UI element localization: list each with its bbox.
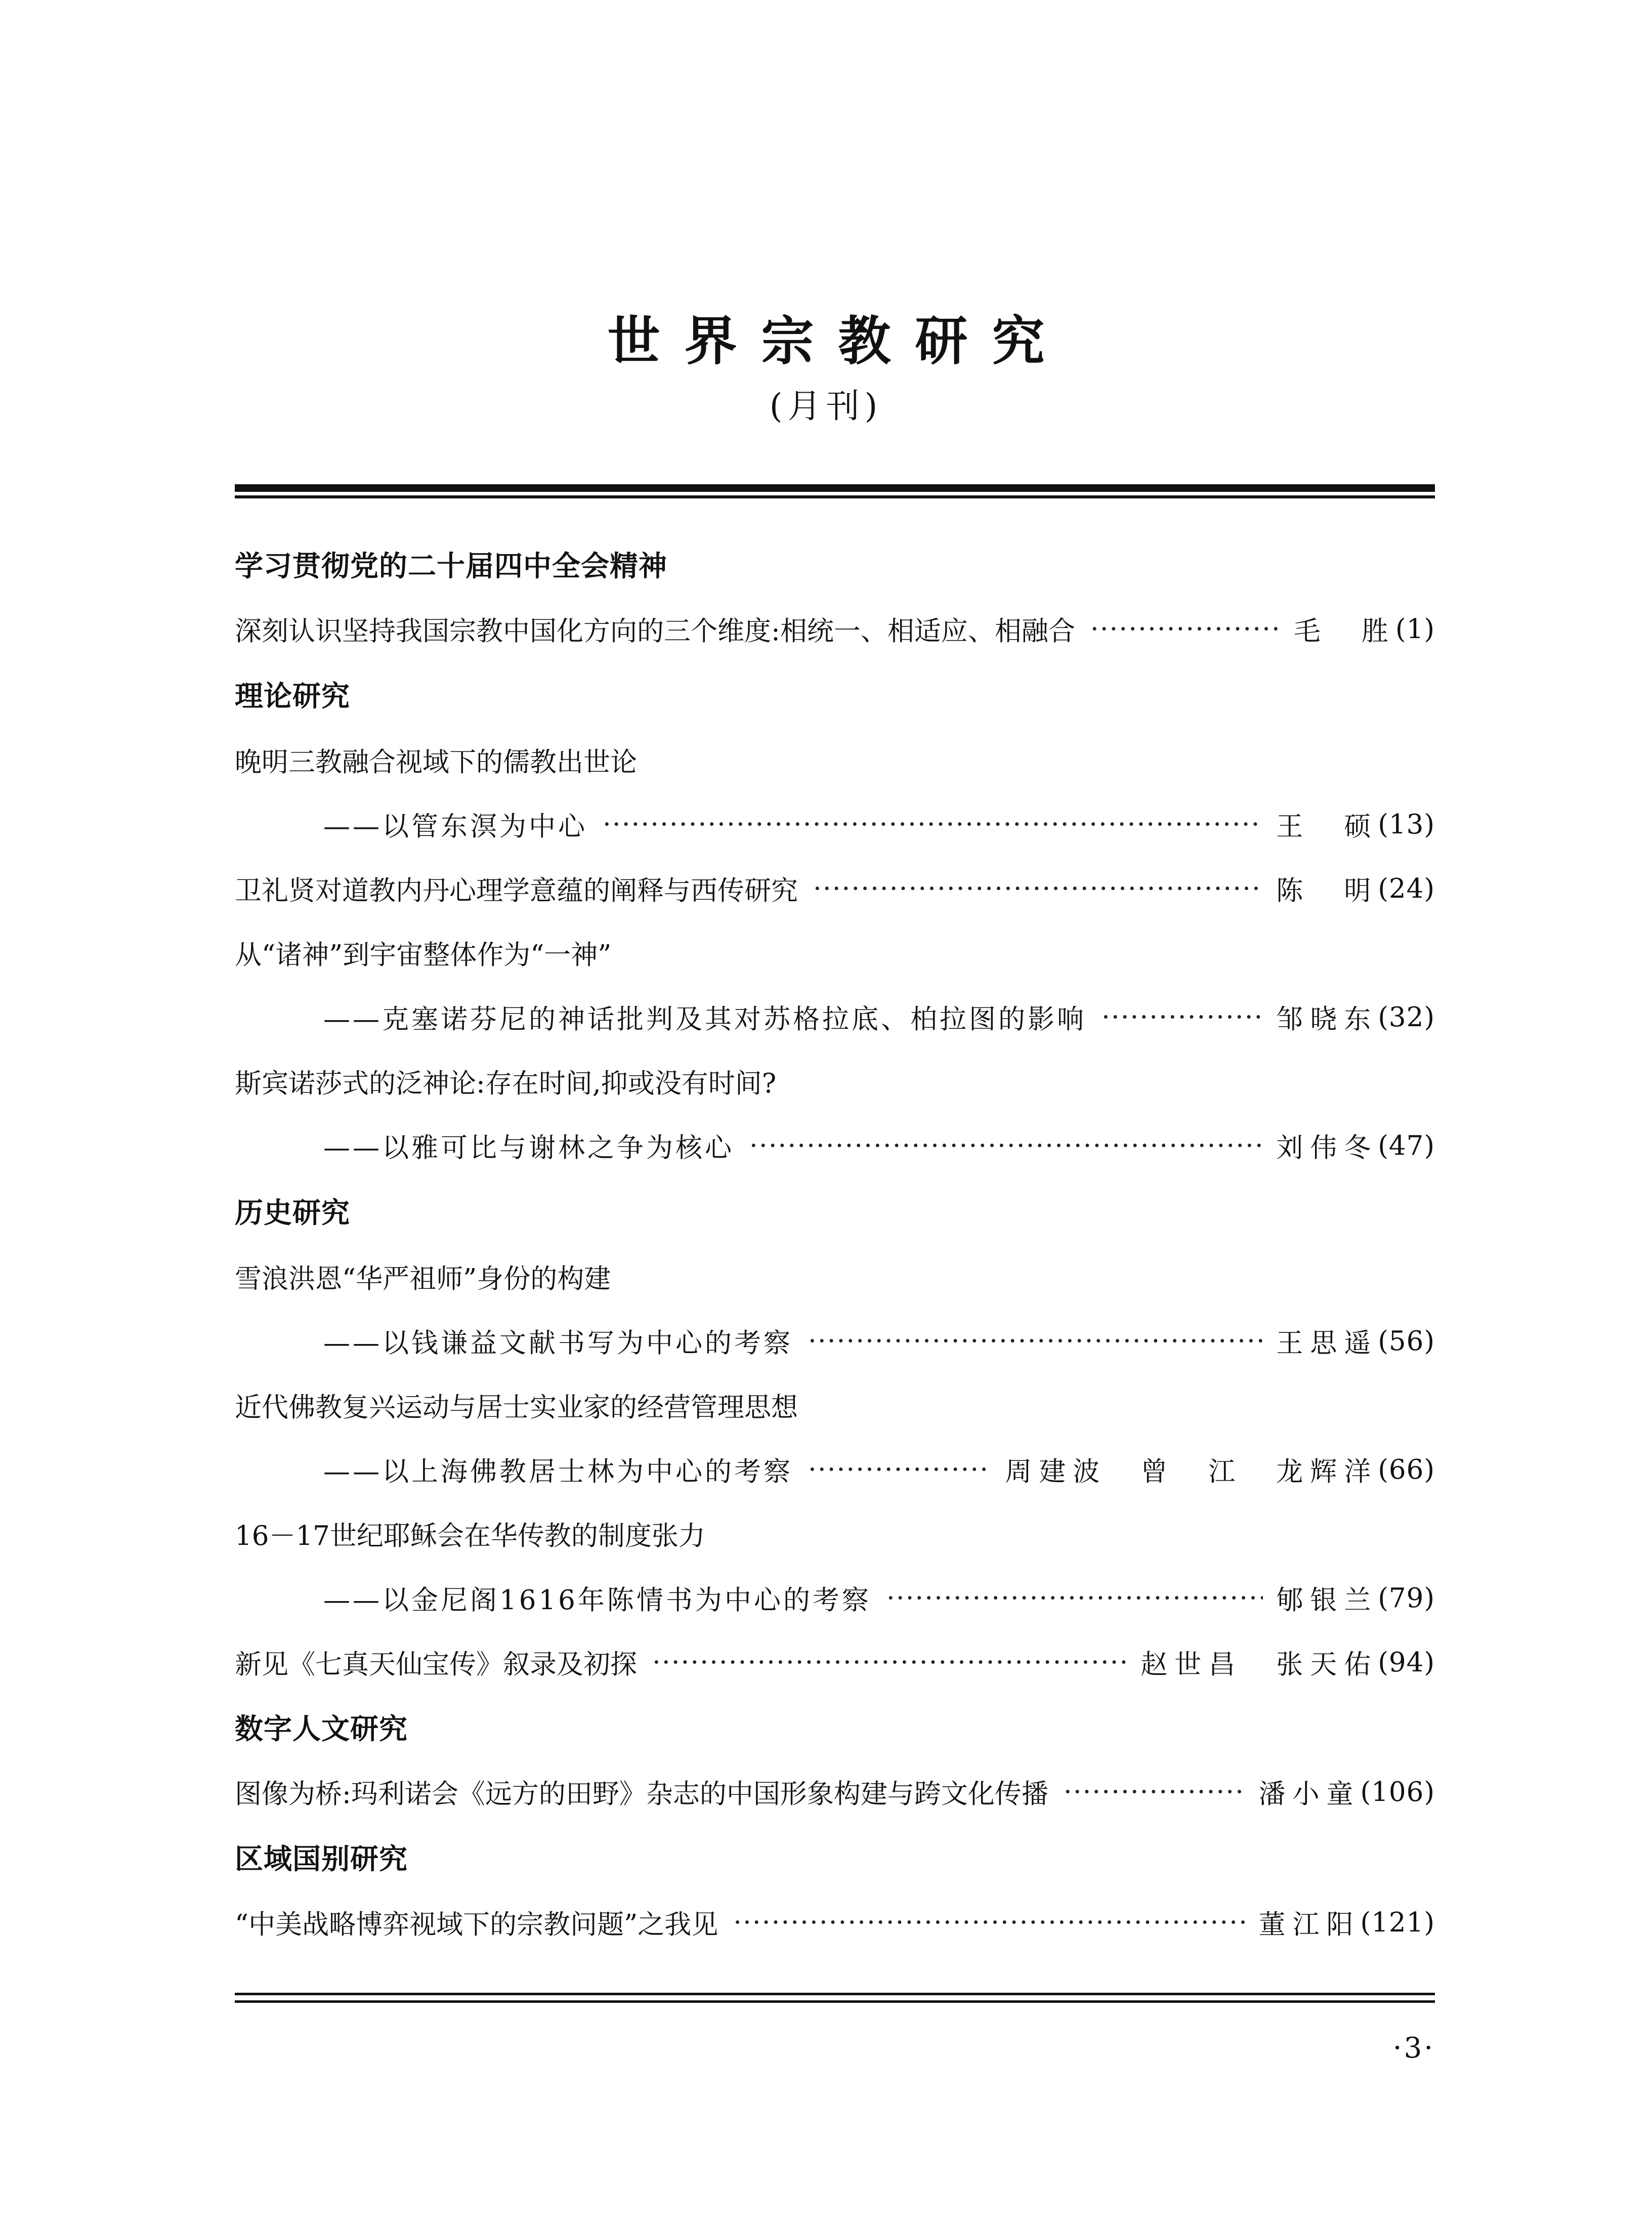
entry-title: 深刻认识坚持我国宗教中国化方向的三个维度:相统一、相适应、相融合 — [235, 616, 1075, 647]
entry-title: 16－17世纪耶稣会在华传教的制度张力 — [235, 1521, 705, 1551]
dot-leader — [808, 1454, 992, 1485]
toc-entry-subtitle-line[interactable] — [235, 994, 1435, 1040]
entry-page: (32) — [1378, 1001, 1435, 1033]
entry-subtitle: ——以钱谦益文献书写为中心的考察 — [323, 1328, 793, 1359]
dot-leader — [603, 809, 1263, 840]
entry-page: (66) — [1378, 1454, 1435, 1485]
entry-title: 新见《七真天仙宝传》叙录及初探 — [235, 1649, 637, 1680]
entry-author: 潘小童 — [1258, 1779, 1361, 1810]
entry-title: 图像为桥:玛利诺会《远方的田野》杂志的中国形象构建与跨文化传播 — [235, 1779, 1048, 1810]
toc-entry[interactable] — [235, 1769, 1435, 1815]
page-number: ·3· — [1392, 2032, 1435, 2065]
toc-entry-subtitle-line[interactable] — [235, 1318, 1435, 1364]
entry-page: (24) — [1378, 873, 1435, 904]
entry-author: 赵世昌 张天佑 — [1140, 1649, 1378, 1680]
entry-page: (47) — [1378, 1130, 1435, 1161]
entry-title: 近代佛教复兴运动与居士实业家的经营管理思想 — [235, 1392, 798, 1423]
entry-author: 刘伟冬 — [1276, 1132, 1378, 1163]
entry-page: (79) — [1378, 1582, 1435, 1614]
toc-entry[interactable] — [235, 1382, 1435, 1428]
dot-leader — [886, 1583, 1263, 1614]
entry-author: 王 硕 — [1276, 811, 1378, 842]
toc-entry[interactable] — [235, 866, 1435, 911]
entry-title: 卫礼贤对道教内丹心理学意蕴的阐释与西传研究 — [235, 875, 798, 906]
toc-entry[interactable] — [235, 1640, 1435, 1685]
toc-entry-subtitle-line[interactable] — [235, 1123, 1435, 1168]
entry-subtitle: ——以上海佛教居士林为中心的考察 — [323, 1456, 793, 1487]
entry-author: 周建波 曾 江 龙辉洋 — [1005, 1456, 1378, 1487]
section-heading: 历史研究 — [235, 1197, 350, 1230]
toc-entry[interactable] — [235, 1900, 1435, 1945]
toc-entry[interactable] — [235, 930, 1435, 976]
entry-title: “中美战略博弈视域下的宗教问题”之我见 — [235, 1909, 718, 1940]
dot-leader — [1090, 614, 1281, 645]
entry-author: 邹晓东 — [1276, 1004, 1378, 1035]
dot-leader — [1064, 1777, 1246, 1808]
entry-subtitle: ——以金尼阁1616年陈情书为中心的考察 — [323, 1585, 871, 1616]
entry-author: 王思遥 — [1276, 1328, 1378, 1359]
dot-leader — [813, 873, 1263, 904]
dot-leader — [749, 1130, 1263, 1161]
toc-entry[interactable] — [235, 1511, 1435, 1557]
entry-title: 斯宾诺莎式的泛神论:存在时间,抑或没有时间? — [235, 1068, 777, 1099]
dot-leader — [733, 1907, 1245, 1938]
toc-entry[interactable] — [235, 737, 1435, 783]
top-double-rule — [235, 484, 1435, 498]
toc-entry[interactable] — [235, 606, 1435, 652]
entry-page: (56) — [1378, 1325, 1435, 1357]
entry-author: 陈 明 — [1276, 875, 1378, 906]
toc-entry-subtitle-line[interactable] — [235, 1447, 1435, 1492]
entry-title: 从“诸神”到宇宙整体作为“一神” — [235, 940, 612, 971]
journal-title: 世界宗教研究 — [607, 310, 1069, 372]
toc-entry[interactable] — [235, 1059, 1435, 1104]
entry-subtitle: ——以管东溟为中心 — [323, 811, 587, 842]
entry-page: (121) — [1360, 1907, 1435, 1938]
dot-leader — [808, 1326, 1263, 1357]
entry-author: 董江阳 — [1258, 1909, 1361, 1940]
bottom-double-rule — [235, 1993, 1435, 2003]
toc-entry-subtitle-line[interactable] — [235, 1575, 1435, 1621]
section-heading: 理论研究 — [235, 680, 350, 713]
dot-leader — [1102, 1002, 1263, 1033]
entry-subtitle: ——以雅可比与谢林之争为核心 — [323, 1132, 734, 1163]
entry-page: (1) — [1395, 613, 1435, 645]
entry-page: (106) — [1360, 1776, 1435, 1808]
entry-page: (13) — [1378, 809, 1435, 840]
entry-title: 晚明三教融合视域下的儒教出世论 — [235, 747, 637, 778]
entry-author: 毛 胜 — [1293, 616, 1395, 647]
entry-title: 雪浪洪恩“华严祖师”身份的构建 — [235, 1264, 611, 1294]
entry-author: 郇银兰 — [1276, 1585, 1378, 1616]
entry-subtitle: ——克塞诺芬尼的神话批判及其对苏格拉底、柏拉图的影响 — [323, 1004, 1086, 1035]
toc-entry-subtitle-line[interactable] — [235, 802, 1435, 847]
journal-subtitle: (月刊) — [769, 387, 883, 426]
dot-leader — [652, 1647, 1127, 1678]
toc-entry[interactable] — [235, 1254, 1435, 1299]
entry-page: (94) — [1378, 1647, 1435, 1678]
section-heading: 数字人文研究 — [235, 1713, 408, 1746]
section-heading: 学习贯彻党的二十届四中全会精神 — [235, 550, 667, 583]
section-heading: 区域国别研究 — [235, 1843, 408, 1876]
